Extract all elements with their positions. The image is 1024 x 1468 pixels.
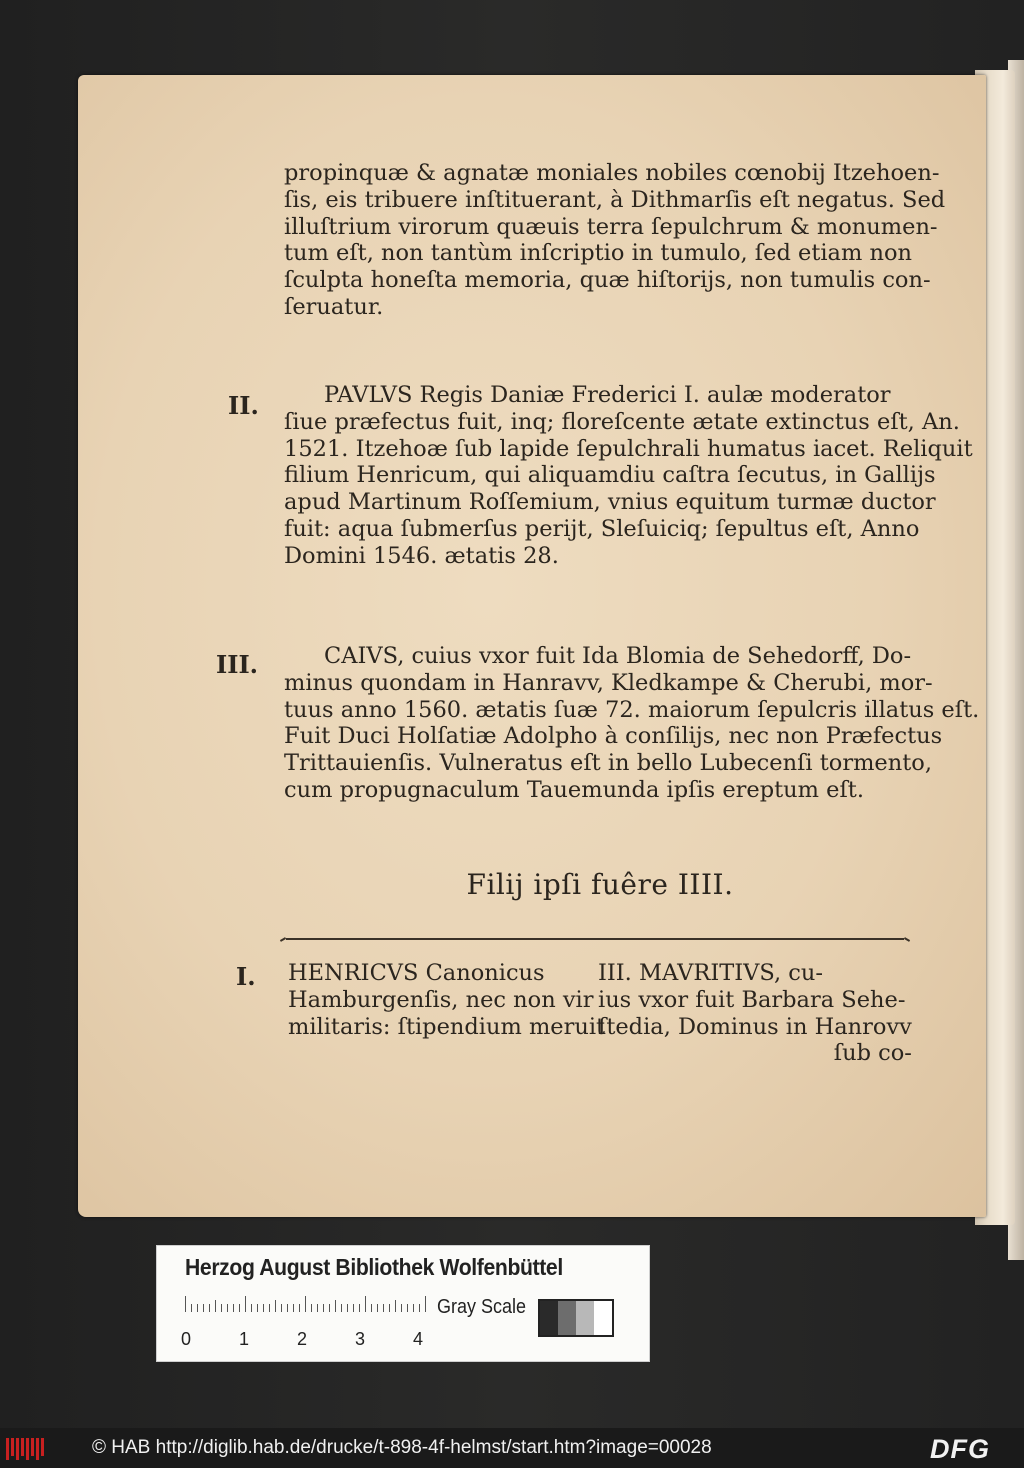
text-line: ſiue præfectus fuit, inq; floreſcente ætate extinctus eſt, An. <box>284 408 960 435</box>
logo-bar <box>21 1438 24 1456</box>
section-2-paragraph <box>284 382 973 570</box>
ruler-tick <box>263 1304 264 1312</box>
text-line: HENRICVS Canonicus <box>288 960 545 986</box>
ruler-tick <box>233 1304 234 1312</box>
text-line: 1521. Itzehoæ ſub lapide ſepulchrali humatus iacet. Reliquit <box>284 435 973 462</box>
text-line: Hamburgenſis, nec non vir <box>288 986 594 1013</box>
ruler-tick <box>257 1304 258 1312</box>
ruler-tick <box>341 1304 342 1312</box>
gray-swatch <box>594 1301 612 1335</box>
text-line: Fuit Duci Holſatiæ Adolpho à conſilijs, nec non Præfectus <box>284 723 943 750</box>
ruler-tick <box>281 1304 282 1312</box>
ruler-tick <box>227 1304 228 1312</box>
text-line: ſeruatur. <box>284 293 384 320</box>
ruler-tick <box>299 1304 300 1312</box>
text-line: propinquæ & agnatæ moniales nobiles cœnobij Itzehoen- <box>284 160 940 186</box>
text-line: ius vxor fuit Barbara Sehe- <box>598 986 906 1013</box>
gray-swatch <box>540 1301 558 1335</box>
ruler-number: 0 <box>181 1329 192 1349</box>
ruler-tick <box>191 1304 192 1312</box>
ruler-tick <box>311 1304 312 1312</box>
text-line: Domini 1546. ætatis 28. <box>284 542 559 569</box>
left-column-entry <box>288 960 605 1040</box>
ruler-tick <box>209 1304 210 1312</box>
section-numeral-3: III. <box>216 650 259 679</box>
catchword: ſub co- <box>833 1040 912 1067</box>
text-line: Trittauienſis. Vulneratus eſt in bello Lubecenſi tormento, <box>284 750 932 777</box>
ruler-tick <box>419 1304 420 1312</box>
text-line: tum eſt, non tantùm inſcriptio in tumulo, ſed etiam non <box>284 240 912 267</box>
logo-bar <box>26 1438 29 1460</box>
ruler-tick <box>407 1304 408 1312</box>
logo-bar <box>36 1438 39 1460</box>
ruler-tick <box>377 1304 378 1312</box>
text-line: tuus anno 1560. ætatis ſuæ 72. maiorum ſepulcris illatus eſt. <box>284 696 980 723</box>
ruler-tick <box>269 1304 270 1312</box>
gray-swatch <box>558 1301 576 1335</box>
ruler-tick <box>329 1304 330 1312</box>
ruler-tick <box>239 1304 240 1312</box>
hab-logo-icon <box>6 1436 46 1462</box>
dfg-logo: DFG <box>930 1434 990 1464</box>
text-line: minus quondam in Hanravv, Kledkampe & Cherubi, mor- <box>284 669 933 696</box>
ruler-tick <box>425 1296 426 1312</box>
ruler-tick <box>413 1304 414 1312</box>
footer-url[interactable]: © HAB http://diglib.hab.de/drucke/t-898-4f-helmst/start.htm?image=00028 <box>92 1437 712 1458</box>
ruler-tick <box>401 1304 402 1312</box>
text-line: militaris: ſtipendium meruit <box>288 1013 606 1040</box>
ruler-tick <box>185 1296 186 1312</box>
ruler-number: 4 <box>413 1329 424 1349</box>
ruler-tick <box>203 1304 204 1312</box>
gray-swatch <box>576 1301 594 1335</box>
ruler-tick <box>317 1304 318 1312</box>
section-heading: Filij ipſi fuêre IIII. <box>466 868 734 901</box>
ruler-tick <box>335 1300 336 1312</box>
ruler-tick <box>197 1304 198 1312</box>
ruler-tick <box>221 1304 222 1312</box>
library-name: Herzog August Bibliothek Wolfenbüttel <box>185 1254 563 1280</box>
ruler-tick <box>371 1304 372 1312</box>
ruler-tick <box>353 1304 354 1312</box>
text-line: ſtedia, Dominus in Hanrovv <box>598 1013 912 1040</box>
ruler-number: 3 <box>355 1329 366 1349</box>
bracket-rule <box>286 938 904 950</box>
text-line: apud Martinum Roſſemium, vnius equitum turmæ ductor <box>284 489 936 516</box>
ruler-tick <box>389 1304 390 1312</box>
ruler-tick <box>287 1304 288 1312</box>
text-line: CAIVS, cuius vxor fuit Ida Blomia de Sehedorff, Do- <box>324 643 912 669</box>
sub-numeral-1: I. <box>236 962 256 991</box>
text-line: cum propugnaculum Tauemunda ipſis ereptum eſt. <box>284 776 864 803</box>
logo-bar <box>16 1438 19 1460</box>
color-target-card <box>156 1245 650 1362</box>
ruler-tick <box>251 1304 252 1312</box>
text-line: ſculpta honeſta memoria, quæ hiſtorijs, non tumulis con- <box>284 267 931 294</box>
text-line: filium Henricum, qui aliquamdiu caſtra ſecutus, in Gallijs <box>284 462 936 489</box>
ruler-tick <box>305 1296 306 1312</box>
ruler-tick <box>245 1296 246 1312</box>
section-3-paragraph <box>284 643 979 804</box>
logo-bar <box>11 1438 14 1456</box>
text-line: ſis, eis tribuere inſtituerant, à Dithmarſis eſt negatus. Sed <box>284 186 946 213</box>
ruler-tick <box>359 1304 360 1312</box>
text-line: illuſtrium virorum quæuis terra ſepulchrum & monumen- <box>284 213 938 240</box>
gray-scale-label: Gray Scale <box>437 1296 527 1318</box>
text-line: PAVLVS Regis Daniæ Frederici I. aulæ moderator <box>324 382 891 408</box>
logo-bar <box>41 1438 44 1456</box>
ruler-tick <box>383 1304 384 1312</box>
text-line: fuit: aqua ſubmerſus perijt, Sleſuiciq; ſepultus eſt, Anno <box>284 515 920 542</box>
ruler-tick <box>365 1296 366 1312</box>
logo-bar <box>31 1438 34 1456</box>
ruler-number: 1 <box>239 1329 250 1349</box>
right-column-entry <box>598 960 912 1067</box>
gray-scale-swatches <box>538 1299 614 1337</box>
scale-ruler <box>181 1296 430 1349</box>
ruler-number: 2 <box>297 1329 308 1349</box>
text-line: III. MAVRITIVS, cu- <box>598 960 823 986</box>
ruler-tick <box>347 1304 348 1312</box>
ruler-tick <box>395 1300 396 1312</box>
ruler-tick <box>215 1300 216 1312</box>
logo-bar <box>6 1438 9 1460</box>
paragraph-continuation <box>284 160 945 321</box>
ruler-tick <box>293 1304 294 1312</box>
ruler-tick <box>275 1300 276 1312</box>
section-numeral-2: II. <box>228 391 259 420</box>
footer-bar <box>0 1428 1024 1468</box>
ruler-tick <box>323 1304 324 1312</box>
